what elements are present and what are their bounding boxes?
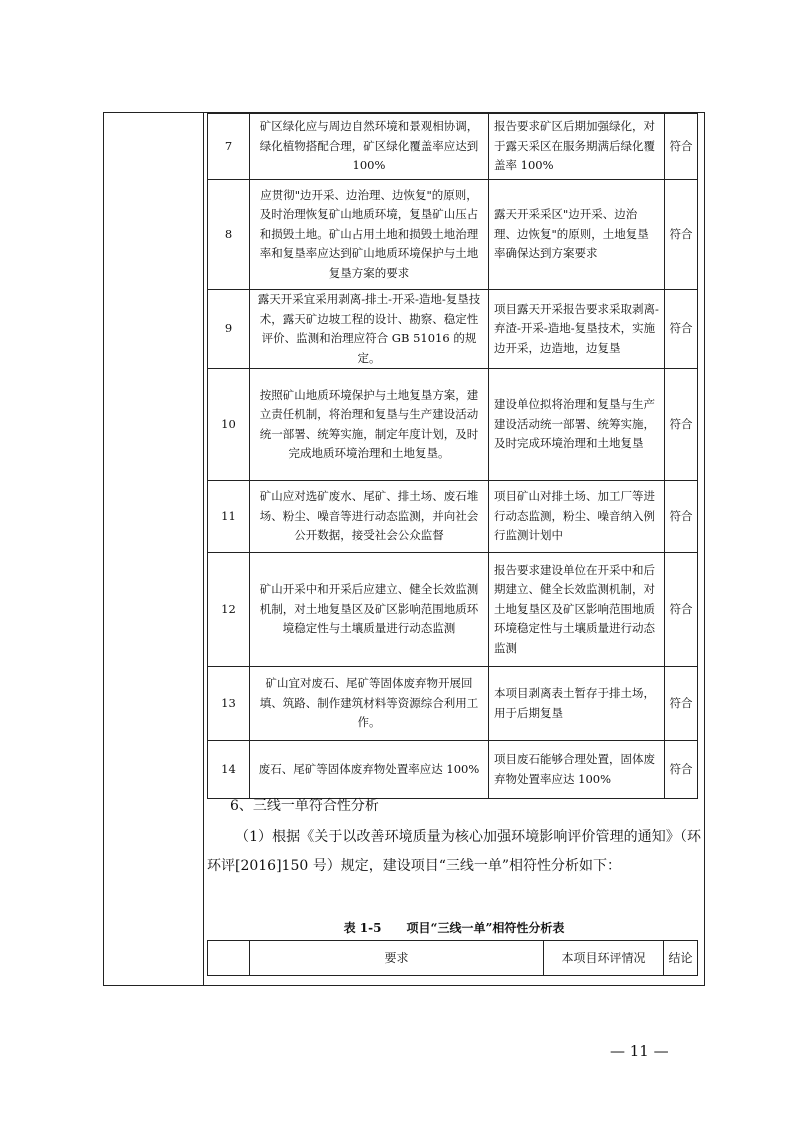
table-row: [208, 369, 698, 481]
requirements-table: [207, 113, 698, 799]
row-number: 9: [208, 290, 250, 369]
header-row: [208, 941, 698, 976]
report-cell: 报告要求矿区后期加强绿化，对于露天采区在服务期满后绿化覆盖率 100%: [489, 114, 665, 180]
table-caption: 表 1-5 项目“三线一单”相符性分析表: [343, 921, 565, 935]
table-row: [208, 290, 698, 369]
report-cell: 项目矿山对排土场、加工厂等进行动态监测，粉尘、噪音纳入例行监测计划中: [489, 481, 665, 553]
result-cell: 符合: [665, 553, 698, 667]
header-status-cell: 本项目环评情况: [544, 941, 664, 976]
page-number: — 11 —: [610, 1042, 669, 1060]
row-number: 8: [208, 180, 250, 290]
requirement-cell: 矿区绿化应与周边自然环境和景观相协调，绿化植物搭配合理，矿区绿化覆盖率应达到 100%: [250, 114, 489, 180]
requirement-cell: 矿山开采中和开采后应建立、健全长效监测机制，对土地复垦区及矿区影响范围地质环境稳定性与土壤质量进行动态监测: [250, 553, 489, 667]
result-cell: 符合: [665, 114, 698, 180]
table-row: [208, 180, 698, 290]
result-cell: 符合: [665, 667, 698, 741]
row-number: 7: [208, 114, 250, 180]
requirement-cell: 矿山宜对废石、尾矿等固体废弃物开展回填、筑路、制作建筑材料等资源综合利用工作。: [250, 667, 489, 741]
report-cell: 项目露天开采报告要求采取剥离-弃渣-开采-造地-复垦技术，实施边开采，边造地，边复垦: [489, 290, 665, 369]
table-row: [208, 741, 698, 799]
result-cell: 符合: [665, 369, 698, 481]
result-cell: 符合: [665, 290, 698, 369]
requirement-cell: 露天开采宜采用剥离-排土-开采-造地-复垦技术，露天矿边坡工程的设计、勘察、稳定性评价、监测和治理应符合 GB 51016 的规定。: [250, 290, 489, 369]
table-row: [208, 553, 698, 667]
row-number: 12: [208, 553, 250, 667]
table-row: [208, 667, 698, 741]
report-cell: 本项目剥离表土暂存于排土场，用于后期复垦: [489, 667, 665, 741]
row-number: 14: [208, 741, 250, 799]
row-number: 10: [208, 369, 250, 481]
table-row: [208, 114, 698, 180]
report-cell: 项目废石能够合理处置，固体废弃物处置率应达 100%: [489, 741, 665, 799]
requirement-cell: 废石、尾矿等固体废弃物处置率应达 100%: [250, 741, 489, 799]
row-number: 11: [208, 481, 250, 553]
requirement-cell: 矿山应对选矿废水、尾矿、排土场、废石堆场、粉尘、噪音等进行动态监测，并向社会公开数据，接受社会公众监督: [250, 481, 489, 553]
analysis-paragraph: （1）根据《关于以改善环境质量为核心加强环境影响评价管理的通知》（环环评[2016]150 号）规定，建设项目“三线一单”相符性分析如下：: [207, 829, 701, 874]
table-row: [208, 481, 698, 553]
header-blank-cell: [208, 941, 250, 976]
report-cell: 露天开采采区"边开采、边治理、边恢复"的原则，土地复垦率确保达到方案要求: [489, 180, 665, 290]
requirement-cell: 按照矿山地质环境保护与土地复垦方案，建立责任机制，将治理和复垦与生产建设活动统一部署、统筹实施，制定年度计划，及时完成地质环境治理和土地复垦。: [250, 369, 489, 481]
result-cell: 符合: [665, 180, 698, 290]
header-conclusion-cell: 结论: [664, 941, 698, 976]
section-heading: 6、三线一单符合性分析: [230, 798, 379, 814]
result-cell: 符合: [665, 481, 698, 553]
row-number: 13: [208, 667, 250, 741]
header-requirement-cell: 要求: [250, 941, 544, 976]
requirement-cell: 应贯彻"边开采、边治理、边恢复"的原则，及时治理恢复矿山地质环境，复垦矿山压占和损毁土地。矿山占用土地和损毁土地治理率和复垦率应达到矿山地质环境保护与土地复垦方案的要求: [250, 180, 489, 290]
result-cell: 符合: [665, 741, 698, 799]
report-cell: 报告要求建设单位在开采中和后期建立、健全长效监测机制，对土地复垦区及矿区影响范围地质环境稳定性与土壤质量进行动态监测: [489, 553, 665, 667]
report-cell: 建设单位拟将治理和复垦与生产建设活动统一部署、统筹实施，及时完成环境治理和土地复垦: [489, 369, 665, 481]
frame-column-divider: [203, 113, 204, 985]
three-lines-table-header: [207, 940, 698, 976]
